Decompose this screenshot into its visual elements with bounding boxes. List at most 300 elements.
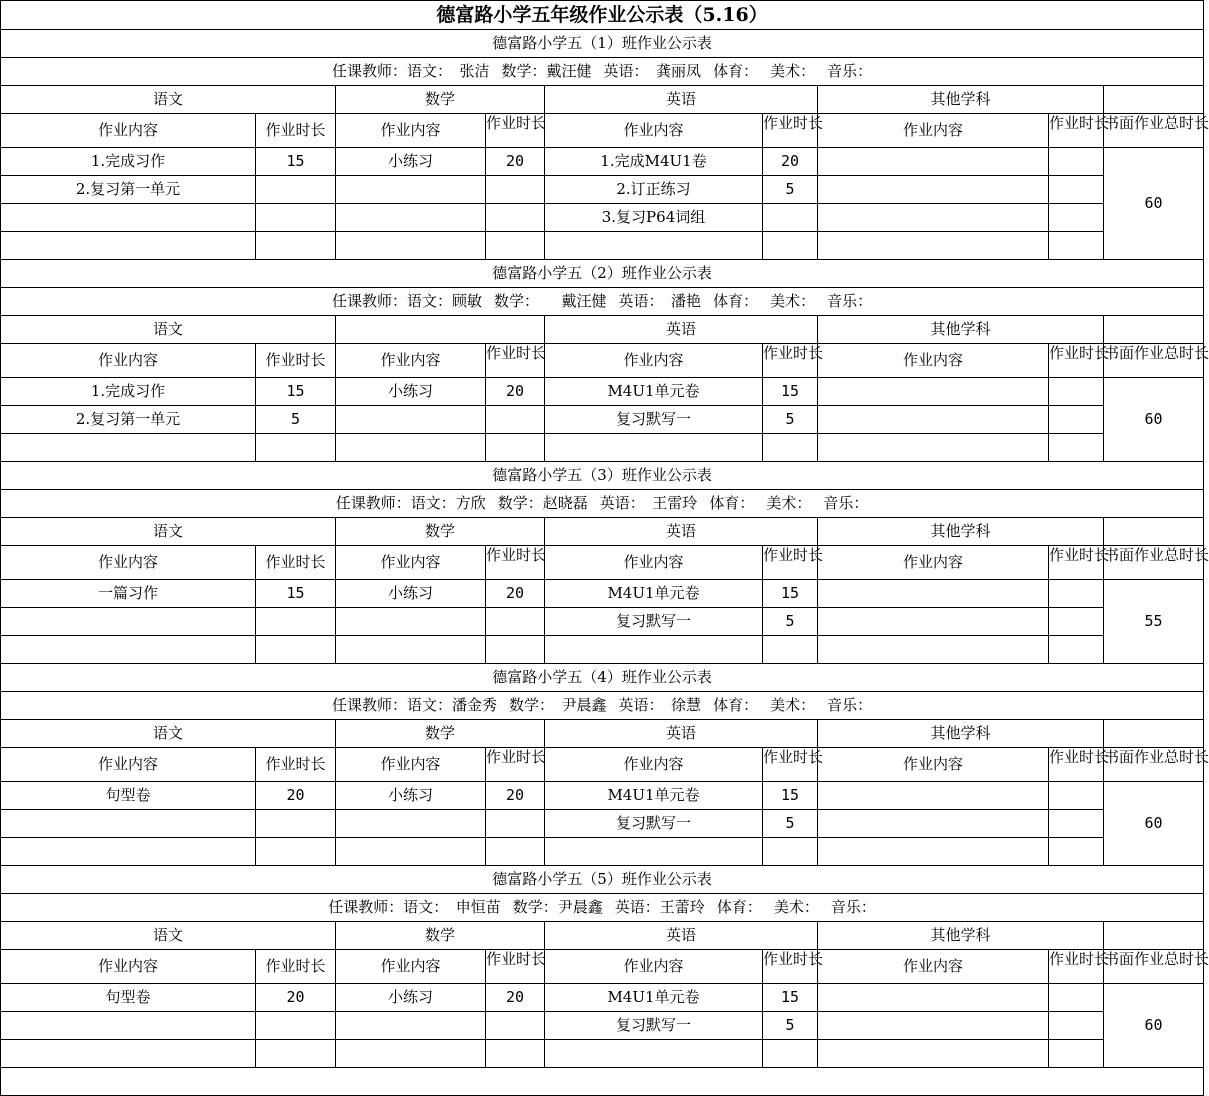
qita-duration-cell [1049, 1012, 1104, 1040]
teacher-entry: 音乐： [827, 62, 873, 80]
teachers-prefix: 任课教师： [332, 292, 408, 310]
teacher-entry: 语文：方欣 [410, 494, 486, 512]
shuxue-duration-header [486, 950, 545, 984]
shuxue-content-cell: 小练习 [336, 148, 486, 176]
shuxue-content-header: 作业内容 [336, 114, 486, 148]
subject-yuwen: 语文 [1, 86, 336, 114]
shuxue-content-cell [336, 204, 486, 232]
yingyu-content-header: 作业内容 [545, 344, 763, 378]
yingyu-duration-header [763, 114, 824, 148]
teacher-entry: 数学：赵晓磊 [497, 494, 588, 512]
column-header-row [1, 344, 1204, 378]
yingyu-duration-header [763, 950, 824, 984]
teacher-entry: 音乐： [830, 898, 876, 916]
qita-content-cell [818, 1040, 1049, 1068]
yuwen-duration-cell [256, 608, 336, 636]
yuwen-content-cell: 2.复习第一单元 [1, 406, 256, 434]
table-row [1, 148, 1204, 176]
teacher-entry: 体育： [713, 696, 759, 714]
yuwen-content-cell [1, 1040, 256, 1068]
yingyu-content-cell [545, 232, 763, 260]
table-row [1, 636, 1204, 664]
qita-duration-cell [1049, 608, 1104, 636]
teacher-entry: 音乐： [827, 696, 873, 714]
table-row [1, 810, 1204, 838]
teacher-entry: 美术： [770, 292, 816, 310]
subject-shuxue: 数学 [336, 86, 545, 114]
qita-duration-cell [1049, 406, 1104, 434]
teacher-entry: 数学：尹晨鑫 [512, 898, 603, 916]
yuwen-content-cell: 1.完成习作 [1, 378, 256, 406]
yingyu-duration-cell: 15 [763, 984, 818, 1012]
total-duration-header [1104, 748, 1209, 782]
shuxue-content-header: 作业内容 [336, 546, 486, 580]
yingyu-duration-cell: 20 [763, 148, 818, 176]
qita-content-cell [818, 580, 1049, 608]
yuwen-content-cell: 2.复习第一单元 [1, 176, 256, 204]
yuwen-duration-cell: 15 [256, 378, 336, 406]
total-duration-cell: 60 [1104, 378, 1204, 462]
page-title: 德富路小学五年级作业公示表（5.16） [1, 1, 1204, 30]
yingyu-duration-cell: 15 [763, 580, 818, 608]
yuwen-content-cell [1, 1012, 256, 1040]
teacher-entry: 美术： [766, 494, 812, 512]
shuxue-duration-cell [486, 608, 545, 636]
table-row [1, 204, 1204, 232]
qita-content-cell [818, 176, 1049, 204]
subject-header-row [1, 316, 1204, 344]
yuwen-content-cell [1, 838, 256, 866]
yuwen-duration-header: 作业时长 [256, 950, 336, 984]
class-heading: 德富路小学五（1）班作业公示表 [1, 30, 1204, 58]
subject-blank [1104, 86, 1204, 114]
yingyu-duration-cell: 5 [763, 608, 818, 636]
qita-duration-cell [1049, 378, 1104, 406]
yingyu-duration-cell: 5 [763, 406, 818, 434]
yuwen-duration-cell [256, 838, 336, 866]
shuxue-content-cell [336, 406, 486, 434]
shuxue-duration-header [486, 344, 545, 378]
yuwen-content-cell [1, 810, 256, 838]
yuwen-duration-header: 作业时长 [256, 114, 336, 148]
teachers-line [1, 58, 1204, 86]
yuwen-content-header: 作业内容 [1, 950, 256, 984]
yuwen-duration-header: 作业时长 [256, 748, 336, 782]
yuwen-content-cell: 一篇习作 [1, 580, 256, 608]
yingyu-content-cell: 1.完成M4U1卷 [545, 148, 763, 176]
subject-blank [1104, 518, 1204, 546]
subject-yingyu: 英语 [545, 922, 818, 950]
column-header-row [1, 950, 1204, 984]
teacher-entry: 数学： 尹晨鑫 [509, 696, 607, 714]
qita-content-header: 作业内容 [818, 546, 1049, 580]
yingyu-duration-cell [763, 232, 818, 260]
teacher-entry: 美术： [773, 898, 819, 916]
yingyu-content-cell [545, 636, 763, 664]
teachers-row [1, 490, 1204, 518]
total-duration-header [1104, 344, 1209, 378]
qita-duration-cell [1049, 984, 1104, 1012]
yuwen-duration-cell [256, 204, 336, 232]
qita-duration-cell [1049, 580, 1104, 608]
qita-duration-cell [1049, 434, 1104, 462]
subject-qita: 其他学科 [818, 86, 1104, 114]
teacher-entry: 语文： 张洁 [407, 62, 490, 80]
class-heading: 德富路小学五（3）班作业公示表 [1, 462, 1204, 490]
shuxue-duration-cell [486, 810, 545, 838]
qita-duration-cell [1049, 1040, 1104, 1068]
table-row [1, 1040, 1204, 1068]
shuxue-duration-cell [486, 434, 545, 462]
yingyu-content-header: 作业内容 [545, 114, 763, 148]
shuxue-duration-cell: 20 [486, 782, 545, 810]
trailing-row [1, 1068, 1204, 1096]
shuxue-duration-cell: 20 [486, 984, 545, 1012]
teacher-entry: 美术： [770, 62, 816, 80]
yingyu-content-header: 作业内容 [545, 950, 763, 984]
qita-content-cell [818, 636, 1049, 664]
total-duration-header-text: 书面作业总时长 [1104, 114, 1209, 132]
yingyu-duration-header [763, 344, 824, 378]
yingyu-duration-cell: 5 [763, 1012, 818, 1040]
shuxue-content-cell [336, 608, 486, 636]
yuwen-content-cell: 句型卷 [1, 782, 256, 810]
total-duration-header [1104, 546, 1209, 580]
shuxue-content-header: 作业内容 [336, 748, 486, 782]
teacher-entry: 体育： [713, 292, 759, 310]
subject-blank [1104, 922, 1204, 950]
shuxue-duration-cell: 20 [486, 580, 545, 608]
teachers-line [1, 692, 1204, 720]
yingyu-content-cell [545, 434, 763, 462]
yingyu-content-cell: 复习默写一 [545, 1012, 763, 1040]
class-heading: 德富路小学五（2）班作业公示表 [1, 260, 1204, 288]
subject-yingyu: 英语 [545, 518, 818, 546]
teacher-entry: 英语： 龚丽凤 [603, 62, 702, 80]
yuwen-content-cell [1, 636, 256, 664]
yingyu-duration-header-text: 作业时长 [763, 748, 824, 766]
shuxue-duration-header [486, 748, 545, 782]
shuxue-duration-header-text: 作业时长 [486, 114, 547, 132]
shuxue-duration-cell: 20 [486, 378, 545, 406]
teachers-row [1, 894, 1204, 922]
shuxue-duration-cell [486, 204, 545, 232]
shuxue-content-cell: 小练习 [336, 984, 486, 1012]
subject-qita: 其他学科 [818, 720, 1104, 748]
teachers-row [1, 692, 1204, 720]
yingyu-content-cell: 复习默写一 [545, 406, 763, 434]
qita-duration-header [1049, 344, 1110, 378]
subject-header-row [1, 518, 1204, 546]
subject-qita: 其他学科 [818, 518, 1104, 546]
class-heading: 德富路小学五（5）班作业公示表 [1, 866, 1204, 894]
yuwen-duration-cell [256, 232, 336, 260]
shuxue-content-cell: 小练习 [336, 782, 486, 810]
yingyu-content-cell [545, 838, 763, 866]
total-duration-cell: 60 [1104, 984, 1204, 1068]
yingyu-content-header: 作业内容 [545, 748, 763, 782]
qita-duration-header-text: 作业时长 [1049, 114, 1110, 132]
shuxue-duration-header [486, 114, 545, 148]
yingyu-duration-cell: 15 [763, 378, 818, 406]
yuwen-duration-header: 作业时长 [256, 546, 336, 580]
yuwen-content-cell: 句型卷 [1, 984, 256, 1012]
yingyu-content-cell: 复习默写一 [545, 810, 763, 838]
yingyu-duration-header-text: 作业时长 [763, 114, 824, 132]
qita-duration-header-text: 作业时长 [1049, 344, 1110, 362]
subject-shuxue: 数学 [336, 922, 545, 950]
total-duration-header-text: 书面作业总时长 [1104, 748, 1209, 766]
yingyu-content-cell: 3.复习P64词组 [545, 204, 763, 232]
yuwen-duration-cell: 15 [256, 148, 336, 176]
qita-duration-header [1049, 950, 1110, 984]
teachers-line [1, 288, 1204, 316]
qita-content-cell [818, 434, 1049, 462]
yuwen-duration-cell: 15 [256, 580, 336, 608]
trailing-blank [1, 1068, 1204, 1096]
teachers-prefix: 任课教师： [335, 494, 411, 512]
qita-content-header: 作业内容 [818, 114, 1049, 148]
shuxue-duration-header-text: 作业时长 [486, 748, 547, 766]
yingyu-content-cell: M4U1单元卷 [545, 580, 763, 608]
shuxue-content-cell [336, 838, 486, 866]
subject-yingyu: 英语 [545, 720, 818, 748]
yuwen-duration-cell [256, 176, 336, 204]
shuxue-content-cell [336, 232, 486, 260]
total-duration-header-text: 书面作业总时长 [1104, 546, 1209, 564]
subject-yingyu: 英语 [545, 316, 818, 344]
qita-content-header: 作业内容 [818, 748, 1049, 782]
shuxue-content-cell [336, 636, 486, 664]
shuxue-duration-cell [486, 636, 545, 664]
yingyu-content-cell: M4U1单元卷 [545, 984, 763, 1012]
total-duration-header-text: 书面作业总时长 [1104, 950, 1209, 968]
shuxue-content-cell [336, 434, 486, 462]
qita-duration-header-text: 作业时长 [1049, 546, 1110, 564]
table-row [1, 378, 1204, 406]
yingyu-content-cell [545, 1040, 763, 1068]
qita-duration-cell [1049, 204, 1104, 232]
yingyu-duration-header-text: 作业时长 [763, 546, 824, 564]
teacher-entry: 英语： 徐慧 [618, 696, 702, 714]
teachers-line [1, 894, 1204, 922]
shuxue-content-header: 作业内容 [336, 344, 486, 378]
table-row [1, 838, 1204, 866]
yingyu-duration-cell [763, 636, 818, 664]
yuwen-duration-cell [256, 434, 336, 462]
subject-blank [1104, 316, 1204, 344]
qita-content-cell [818, 148, 1049, 176]
table-row [1, 984, 1204, 1012]
yingyu-duration-header-text: 作业时长 [763, 950, 824, 968]
qita-content-cell [818, 782, 1049, 810]
subject-header-row [1, 922, 1204, 950]
sheet-body [1, 1, 1209, 1096]
teacher-entry: 英语：王蕾玲 [614, 898, 705, 916]
yuwen-duration-cell: 20 [256, 984, 336, 1012]
qita-duration-header [1049, 546, 1110, 580]
table-row [1, 608, 1204, 636]
column-header-row [1, 114, 1204, 148]
teachers-row [1, 288, 1204, 316]
qita-content-cell [818, 378, 1049, 406]
teacher-entry: 体育： [709, 494, 755, 512]
subject-header-row [1, 720, 1204, 748]
yuwen-duration-cell [256, 1040, 336, 1068]
yuwen-content-cell: 1.完成习作 [1, 148, 256, 176]
teacher-entry: 体育： [716, 898, 762, 916]
yuwen-content-header: 作业内容 [1, 114, 256, 148]
yingyu-duration-cell: 5 [763, 176, 818, 204]
yuwen-content-cell [1, 608, 256, 636]
teacher-entry: 音乐： [827, 292, 873, 310]
shuxue-duration-cell [486, 838, 545, 866]
qita-content-cell [818, 608, 1049, 636]
subject-yuwen: 语文 [1, 316, 336, 344]
subject-qita: 其他学科 [818, 316, 1104, 344]
subject-yuwen: 语文 [1, 922, 336, 950]
yingyu-content-cell: M4U1单元卷 [545, 378, 763, 406]
shuxue-duration-cell [486, 176, 545, 204]
teacher-entry: 数学： 戴汪健 [494, 292, 607, 310]
subject-yingyu: 英语 [545, 86, 818, 114]
subject-qita: 其他学科 [818, 922, 1104, 950]
yuwen-duration-cell [256, 810, 336, 838]
shuxue-duration-header-text: 作业时长 [486, 344, 547, 362]
qita-content-header: 作业内容 [818, 344, 1049, 378]
subject-yuwen: 语文 [1, 518, 336, 546]
yingyu-duration-cell [763, 838, 818, 866]
yuwen-duration-cell: 20 [256, 782, 336, 810]
teacher-entry: 英语： 潘艳 [618, 292, 702, 310]
yingyu-duration-cell [763, 204, 818, 232]
yingyu-duration-cell: 15 [763, 782, 818, 810]
table-row [1, 782, 1204, 810]
shuxue-duration-cell [486, 406, 545, 434]
qita-content-header: 作业内容 [818, 950, 1049, 984]
shuxue-content-header: 作业内容 [336, 950, 486, 984]
qita-content-cell [818, 406, 1049, 434]
table-row [1, 176, 1204, 204]
class-heading-row [1, 30, 1204, 58]
yingyu-content-cell: M4U1单元卷 [545, 782, 763, 810]
yuwen-duration-cell: 5 [256, 406, 336, 434]
shuxue-content-cell [336, 1040, 486, 1068]
qita-duration-cell [1049, 810, 1104, 838]
subject-blank [1104, 720, 1204, 748]
total-duration-cell: 60 [1104, 148, 1204, 260]
class-heading-row [1, 260, 1204, 288]
table-row [1, 434, 1204, 462]
shuxue-duration-cell [486, 232, 545, 260]
qita-content-cell [818, 232, 1049, 260]
total-duration-header [1104, 950, 1209, 984]
teacher-entry: 美术： [770, 696, 816, 714]
teacher-entry: 音乐： [823, 494, 869, 512]
shuxue-duration-header-text: 作业时长 [486, 950, 547, 968]
shuxue-duration-header-text: 作业时长 [486, 546, 547, 564]
subject-header-row [1, 86, 1204, 114]
table-row [1, 580, 1204, 608]
qita-duration-cell [1049, 148, 1104, 176]
yuwen-content-header: 作业内容 [1, 748, 256, 782]
shuxue-duration-cell: 20 [486, 148, 545, 176]
qita-duration-header-text: 作业时长 [1049, 950, 1110, 968]
qita-content-cell [818, 984, 1049, 1012]
shuxue-duration-header [486, 546, 545, 580]
qita-content-cell [818, 838, 1049, 866]
yuwen-content-cell [1, 204, 256, 232]
qita-duration-header-text: 作业时长 [1049, 748, 1110, 766]
subject-shuxue: 数学 [336, 720, 545, 748]
yuwen-duration-header: 作业时长 [256, 344, 336, 378]
teacher-entry: 语文：潘金秀 [407, 696, 498, 714]
yingyu-content-header: 作业内容 [545, 546, 763, 580]
class-heading-row [1, 866, 1204, 894]
teacher-entry: 语文：顾敏 [407, 292, 483, 310]
subject-shuxue [336, 316, 545, 344]
yuwen-content-cell [1, 434, 256, 462]
subject-shuxue: 数学 [336, 518, 545, 546]
yuwen-content-header: 作业内容 [1, 546, 256, 580]
shuxue-content-cell [336, 810, 486, 838]
column-header-row [1, 748, 1204, 782]
title-row [1, 1, 1204, 30]
table-row [1, 1012, 1204, 1040]
total-duration-cell: 60 [1104, 782, 1204, 866]
teacher-entry: 数学：戴汪健 [501, 62, 592, 80]
yingyu-duration-cell [763, 1040, 818, 1068]
yingyu-duration-header [763, 546, 824, 580]
subject-yuwen: 语文 [1, 720, 336, 748]
total-duration-header-text: 书面作业总时长 [1104, 344, 1209, 362]
qita-duration-cell [1049, 782, 1104, 810]
yingyu-duration-cell [763, 434, 818, 462]
qita-duration-header [1049, 748, 1110, 782]
yuwen-content-header: 作业内容 [1, 344, 256, 378]
shuxue-duration-cell [486, 1012, 545, 1040]
qita-content-cell [818, 810, 1049, 838]
qita-duration-cell [1049, 176, 1104, 204]
qita-duration-cell [1049, 838, 1104, 866]
qita-content-cell [818, 204, 1049, 232]
yuwen-content-cell [1, 232, 256, 260]
yingyu-duration-cell: 5 [763, 810, 818, 838]
total-duration-header [1104, 114, 1209, 148]
qita-duration-header [1049, 114, 1110, 148]
qita-duration-cell [1049, 636, 1104, 664]
yingyu-duration-header-text: 作业时长 [763, 344, 824, 362]
shuxue-content-cell: 小练习 [336, 378, 486, 406]
shuxue-content-cell: 小练习 [336, 580, 486, 608]
qita-duration-cell [1049, 232, 1104, 260]
yingyu-content-cell: 复习默写一 [545, 608, 763, 636]
teachers-row [1, 58, 1204, 86]
teacher-entry: 英语： 王雷玲 [599, 494, 698, 512]
shuxue-duration-cell [486, 1040, 545, 1068]
yingyu-content-cell: 2.订正练习 [545, 176, 763, 204]
teachers-prefix: 任课教师： [332, 62, 408, 80]
class-heading: 德富路小学五（4）班作业公示表 [1, 664, 1204, 692]
qita-content-cell [818, 1012, 1049, 1040]
class-heading-row [1, 664, 1204, 692]
class-heading-row [1, 462, 1204, 490]
column-header-row [1, 546, 1204, 580]
yuwen-duration-cell [256, 1012, 336, 1040]
teachers-prefix: 任课教师： [328, 898, 404, 916]
teachers-line [1, 490, 1204, 518]
table-row [1, 406, 1204, 434]
